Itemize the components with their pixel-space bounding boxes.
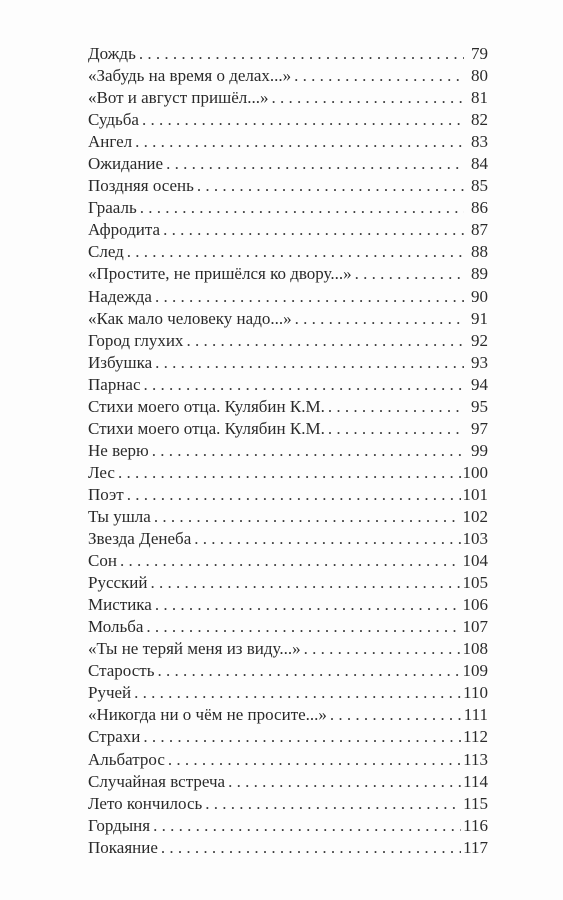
toc-entry-title: Лес [88,462,115,482]
toc-entry-page-number: 81 [471,88,488,108]
toc-entry-title: Покаяние [88,837,158,857]
toc-entry [88,110,488,132]
dot-leader [140,198,464,218]
toc-entry [88,463,488,485]
dot-leader [153,816,461,836]
toc-entry [88,838,488,860]
toc-entry [88,772,488,794]
dot-leader [330,705,462,725]
toc-entry-page-number: 110 [463,683,488,703]
dot-leader [134,683,461,703]
toc-entry-page-number: 104 [462,551,488,571]
toc-entry-page-number: 114 [463,771,488,791]
toc-entry-page-number: 108 [462,639,488,659]
toc-entry-page-number: 86 [471,198,488,218]
dot-leader [163,220,464,240]
toc-entry-title: Сон [88,551,117,571]
dot-leader [294,66,464,86]
toc-entry-title: «Вот и август пришёл...» [88,88,269,108]
toc-entry [88,88,488,110]
toc-entry-title: «Ты не теряй меня из виду...» [88,639,301,659]
toc-entry-page-number: 88 [471,242,488,262]
toc-entry-title: Избушка [88,352,153,372]
toc-entry-page-number: 97 [471,418,488,438]
toc-entry [88,441,488,463]
toc-entry-page-number: 101 [462,484,488,504]
toc-entry [88,485,488,507]
toc-entry-title: Город глухих [88,330,184,350]
toc-entry [88,595,488,617]
dot-leader [271,88,464,108]
dot-leader [168,750,461,770]
toc-entry [88,727,488,749]
dot-leader [135,132,464,152]
dot-leader [197,176,464,196]
toc-entry [88,551,488,573]
toc-entry [88,397,488,419]
toc-entry-page-number: 93 [471,352,488,372]
dot-leader [194,529,460,549]
dot-leader [154,507,461,527]
dot-leader [155,595,461,615]
toc-entry-page-number: 87 [471,220,488,240]
toc-entry-page-number: 83 [471,132,488,152]
toc-entry-page-number: 79 [471,44,488,63]
toc-entry [88,816,488,838]
dot-leader [155,353,464,373]
toc-entry [88,66,488,88]
dot-leader [166,154,464,174]
toc-entry-title: Страхи [88,727,141,747]
toc-entry [88,353,488,375]
toc-entry-page-number: 91 [471,308,488,328]
toc-entry [88,683,488,705]
toc-entry-page-number: 103 [462,529,488,549]
toc-entry [88,220,488,242]
toc-entry [88,529,488,551]
toc-entry-title: «Никогда ни о чём не просите...» [88,705,327,725]
toc-entry-title: Ангел [88,132,133,152]
dot-leader [146,617,460,637]
dot-leader [355,264,464,284]
toc-entry-title: Не верю [88,440,149,460]
dot-leader [295,309,464,329]
toc-entry-title: «Как мало человеку надо...» [88,308,292,328]
toc-entry-page-number: 107 [462,617,488,637]
toc-entry [88,242,488,264]
toc-entry-title: «Простите, не пришёлся ко двору...» [88,264,352,284]
toc-entry-title: Мольба [88,617,144,637]
dot-leader [144,375,464,395]
dot-leader [139,44,464,64]
dot-leader [186,331,464,351]
dot-leader [328,419,464,439]
toc-entry-title: Альбатрос [88,749,165,769]
toc-entry-title: Дождь [88,44,136,63]
toc-entry-page-number: 115 [463,793,488,813]
toc-entry-page-number: 84 [471,154,488,174]
toc-entry-title: Мистика [88,595,152,615]
toc-entry-title: Поздняя осень [88,176,194,196]
toc-entry-page-number: 90 [471,286,488,306]
toc-entry [88,132,488,154]
toc-entry [88,198,488,220]
toc-entry [88,375,488,397]
toc-entry-page-number: 80 [471,66,488,86]
toc-entry-page-number: 113 [463,749,488,769]
table-of-contents [88,44,488,860]
toc-entry [88,331,488,353]
toc-entry-title: Звезда Денеба [88,529,192,549]
toc-entry-page-number: 109 [462,661,488,681]
dot-leader [127,485,461,505]
toc-entry-title: Случайная встреча [88,771,226,791]
toc-entry-title: Поэт [88,484,124,504]
toc-entry-page-number: 111 [463,705,488,725]
toc-entry [88,661,488,683]
toc-entry [88,154,488,176]
dot-leader [157,661,460,681]
toc-entry-title: «Забудь на время о делах...» [88,66,292,86]
dot-leader [151,573,461,593]
toc-entry-page-number: 94 [471,374,488,394]
dot-leader [161,838,461,858]
toc-entry-title: Стихи моего отца. Кулябин К.М. [88,418,325,438]
dot-leader [142,110,464,130]
toc-entry-page-number: 102 [462,506,488,526]
toc-entry-title: Грааль [88,198,137,218]
dot-leader [205,794,461,814]
toc-entry [88,617,488,639]
toc-entry-page-number: 105 [462,573,488,593]
toc-entry-page-number: 116 [463,815,488,835]
dot-leader [155,287,464,307]
dot-leader [328,397,464,417]
toc-entry [88,419,488,441]
toc-entry [88,507,488,529]
toc-entry-title: Ручей [88,683,132,703]
toc-entry-page-number: 112 [463,727,488,747]
toc-entry-page-number: 82 [471,110,488,130]
toc-entry-page-number: 99 [471,440,488,460]
toc-entry-title: Судьба [88,110,139,130]
dot-leader [228,772,461,792]
dot-leader [143,727,461,747]
toc-entry-page-number: 95 [471,396,488,416]
dot-leader [127,242,464,262]
toc-entry [88,639,488,661]
toc-entry [88,573,488,595]
dot-leader [118,463,461,483]
toc-entry-page-number: 89 [471,264,488,284]
dot-leader [152,441,464,461]
toc-entry-title: Стихи моего отца. Кулябин К.М. [88,396,325,416]
toc-entry [88,309,488,331]
toc-entry-title: Ты ушла [88,506,151,526]
toc-entry-page-number: 100 [462,462,488,482]
dot-leader [304,639,461,659]
toc-entry-title: Афродита [88,220,161,240]
toc-entry-title: Надежда [88,286,152,306]
toc-entry-page-number: 106 [462,595,488,615]
toc-entry [88,264,488,286]
toc-entry [88,794,488,816]
toc-entry [88,44,488,66]
dot-leader [120,551,461,571]
toc-entry-title: Старость [88,661,155,681]
toc-entry-title: Парнас [88,374,141,394]
toc-entry-title: Ожидание [88,154,164,174]
toc-entry-page-number: 117 [463,837,488,857]
toc-entry [88,750,488,772]
toc-entry-title: Лето кончилось [88,793,203,813]
toc-entry-title: Гордыня [88,815,151,835]
toc-entry-title: Русский [88,573,148,593]
toc-entry-page-number: 85 [471,176,488,196]
toc-entry-page-number: 92 [471,330,488,350]
toc-entry [88,705,488,727]
toc-entry-title: След [88,242,124,262]
toc-entry [88,287,488,309]
toc-entry [88,176,488,198]
